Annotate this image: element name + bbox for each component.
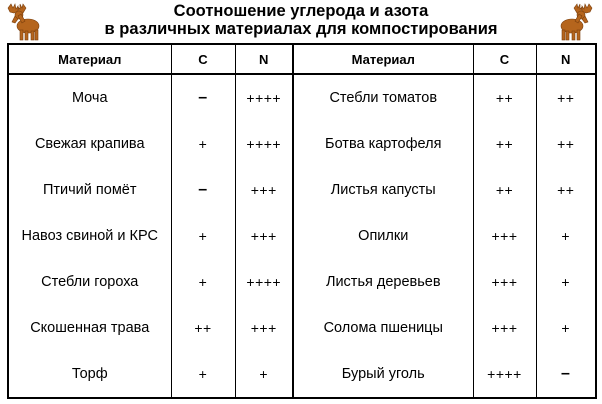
c-value-cell: +++ bbox=[473, 259, 536, 305]
n-value-cell: ++++ bbox=[235, 74, 293, 121]
carbon-nitrogen-table bbox=[7, 43, 597, 399]
material-cell: Моча bbox=[8, 74, 171, 121]
n-value-cell: + bbox=[536, 213, 596, 259]
table-row bbox=[8, 305, 596, 351]
material-cell: Бурый уголь bbox=[293, 351, 473, 398]
material-cell: Стебли гороха bbox=[8, 259, 171, 305]
table-row bbox=[8, 351, 596, 398]
material-cell: Торф bbox=[8, 351, 171, 398]
moose-icon bbox=[4, 2, 44, 42]
header-c: C bbox=[171, 44, 235, 74]
title-line-1: Соотношение углерода и азота bbox=[173, 2, 429, 20]
header-material: Материал bbox=[293, 44, 473, 74]
n-value-cell: + bbox=[235, 351, 293, 398]
material-cell: Птичий помёт bbox=[8, 167, 171, 213]
c-value-cell: ++ bbox=[473, 121, 536, 167]
c-value-cell: – bbox=[171, 167, 235, 213]
table-row bbox=[8, 74, 596, 121]
header-row bbox=[8, 44, 596, 74]
material-cell: Опилки bbox=[293, 213, 473, 259]
n-value-cell: +++ bbox=[235, 167, 293, 213]
n-value-cell: +++ bbox=[235, 305, 293, 351]
n-value-cell: – bbox=[536, 351, 596, 398]
c-value-cell: +++ bbox=[473, 305, 536, 351]
material-cell: Свежая крапива bbox=[8, 121, 171, 167]
c-value-cell: + bbox=[171, 351, 235, 398]
header-material: Материал bbox=[8, 44, 171, 74]
material-cell: Ботва картофеля bbox=[293, 121, 473, 167]
header-c: C bbox=[473, 44, 536, 74]
moose-icon bbox=[556, 2, 596, 42]
c-value-cell: + bbox=[171, 213, 235, 259]
material-cell: Скошенная трава bbox=[8, 305, 171, 351]
n-value-cell: ++ bbox=[536, 121, 596, 167]
n-value-cell: + bbox=[536, 305, 596, 351]
c-value-cell: ++ bbox=[473, 74, 536, 121]
n-value-cell: ++++ bbox=[235, 259, 293, 305]
header-n: N bbox=[235, 44, 293, 74]
material-cell: Листья деревьев bbox=[293, 259, 473, 305]
c-value-cell: ++ bbox=[473, 167, 536, 213]
n-value-cell: ++ bbox=[536, 167, 596, 213]
material-cell: Солома пшеницы bbox=[293, 305, 473, 351]
table-row bbox=[8, 213, 596, 259]
c-value-cell: ++++ bbox=[473, 351, 536, 398]
n-value-cell: + bbox=[536, 259, 596, 305]
material-cell: Стебли томатов bbox=[293, 74, 473, 121]
title-line-2: в различных материалах для компостирования bbox=[104, 20, 498, 38]
c-value-cell: + bbox=[171, 121, 235, 167]
header-n: N bbox=[536, 44, 596, 74]
table-row bbox=[8, 121, 596, 167]
n-value-cell: ++++ bbox=[235, 121, 293, 167]
c-value-cell: +++ bbox=[473, 213, 536, 259]
material-cell: Навоз свиной и КРС bbox=[8, 213, 171, 259]
n-value-cell: +++ bbox=[235, 213, 293, 259]
table-row bbox=[8, 167, 596, 213]
c-value-cell: – bbox=[171, 74, 235, 121]
table-row bbox=[8, 259, 596, 305]
c-value-cell: + bbox=[171, 259, 235, 305]
n-value-cell: ++ bbox=[536, 74, 596, 121]
c-value-cell: ++ bbox=[171, 305, 235, 351]
page-title bbox=[0, 2, 602, 38]
material-cell: Листья капусты bbox=[293, 167, 473, 213]
